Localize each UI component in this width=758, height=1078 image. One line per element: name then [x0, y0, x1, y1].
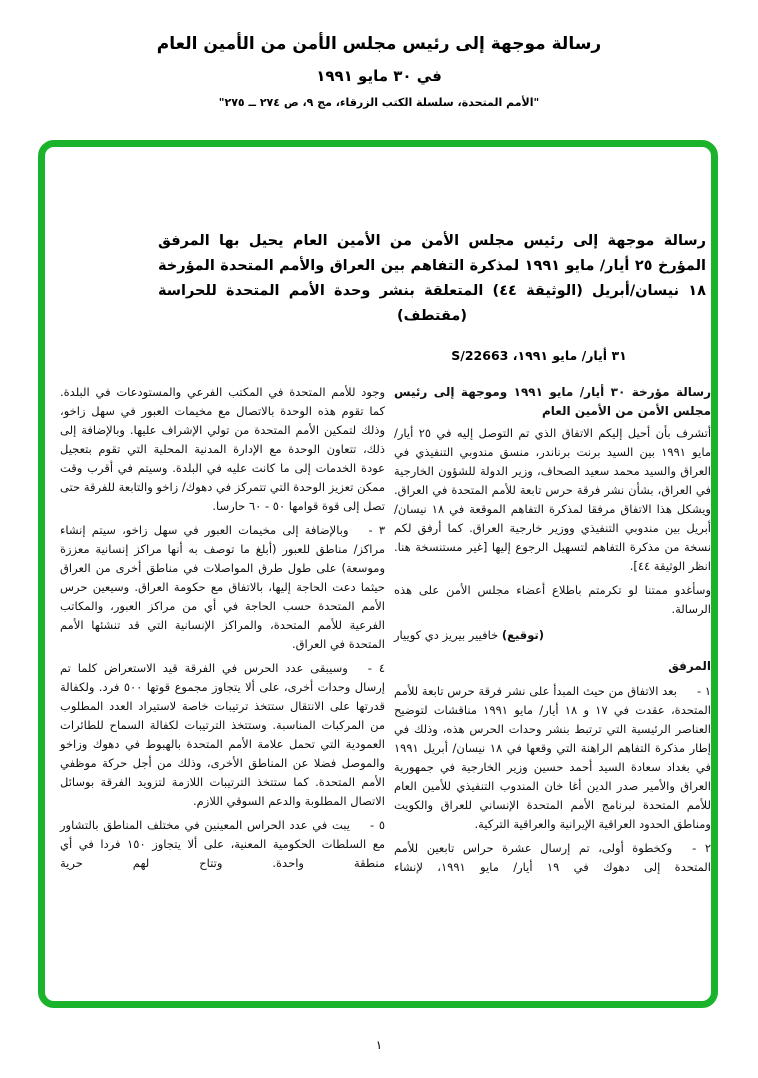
annex-paragraph-2: [394, 839, 711, 877]
annex-paragraph-3-number: ٣ -: [368, 523, 385, 537]
annex-paragraph-3-text: وبالإضافة إلى مخيمات العبور في سهل زاخو، سيتم إنشاء مراكز/ مناطق للعبور (أبلغ ما توصف به أنها مراكز إنسانية معززة وموسعة) على طول طرق المواصلات في مناطق أخرى من العراق حيثما دعت الحاجة إليها، بالاتفاق مع حكومة العراق. وسيعين حرس الأمم المتحدة حسب الحاجة في أي من مراكز العبور، والمكاتب الفرعية للأمم المتحدة، والمراكز الإنسانية التي قد تنشئها الأمم المتحدة في العراق.: [60, 523, 385, 651]
annex-paragraph-4-number: ٤ -: [367, 661, 385, 675]
annex-paragraph-5-text: يبت في عدد الحراس المعينين في مختلف المناطق بالتشاور مع السلطات الحكومية المعنية، على ألا يتجاوز ١٥٠ فردا في أي منطقة واحدة. وتتاح لهم حرية: [60, 818, 385, 870]
annex-paragraph-1-number: ١ -: [696, 684, 711, 698]
column-left: [60, 383, 385, 878]
document-title: رسالة موجهة إلى رئيس مجلس الأمن من الأمين العام يحيل بها المرفق المؤرخ ٢٥ أيار/ مايو ١٩٩١ لمذكرة التفاهم بين العراق والأمم المتحدة المؤرخة ١٨ نيسان/أبريل (الوثيقة ٤٤) المتعلقة بنشر وحدة الأمم المتحدة للحراسة (مقتطف): [158, 233, 706, 324]
signature-name: خافيير بيريز دي كوييار: [394, 628, 499, 642]
annex-paragraph-3: [60, 521, 385, 654]
annex-paragraph-2-continuation: وجود للأمم المتحدة في المكتب الفرعي والمستودعات في البلدة. كما تقوم هذه الوحدة بالاتصال مع مخيمات العبور في سهل زاخو، وذلك لتمكين الأمم المتحدة من تولي الإشراف عليها. وبالإضافة إلى ذلك، تتعاون الوحدة مع الإدارة المدنية المحلية التي تقوم بتعجيل عودة الخدمات إلى ما كانت عليه في البلدة. وسيتم في أقرب وقت ممكن تعزيز الوحدة التي تتمركز في دهوك/ زاخو والتابعة للفرقة حتى تصل إلى قوة قوامها ٥٠ - ٦٠ حارسا.: [60, 385, 385, 513]
signature-label: (توقيع): [501, 628, 544, 642]
annex-paragraph-1: [394, 682, 711, 834]
header-source: "الأمم المتحدة، سلسلة الكتب الزرقاء، مج ٩، ص ٢٧٤ ــ ٢٧٥": [218, 96, 540, 109]
annex-paragraph-4-text: وسيبقى عدد الحرس في الفرقة قيد الاستعراض كلما تم إرسال وحدات أخرى، على ألا يتجاوز مجموع قوتها ٥٠٠ فرد. ولكفالة قدرتها على الانتقال ستتخذ ترتيبات خاصة لاستيراد العدد المطلوب من المركبات المناسبة. وستتخذ الترتيبات لكفالة السماح للطائرات العمودية التي تحمل علامة الأمم المتحدة بالهبوط في دهوك وزاخو والموصل فضلا عن المناطق الأخرى، وذلك من أجل حركة موظفي الأمم المتحدة. كما ستتخذ الترتيبات اللازمة لتزويد الفرقة بوسائل الاتصال المطلوبة والدعم السوقي اللازم.: [60, 661, 385, 808]
annex-paragraph-4: [60, 659, 385, 811]
header-title: رسالة موجهة إلى رئيس مجلس الأمن من الأمين العام: [156, 34, 602, 54]
page-header: [0, 34, 758, 109]
column-right: [394, 383, 711, 882]
annex-heading: المرفق: [668, 659, 711, 673]
annex-paragraph-5-number: ٥ -: [369, 818, 385, 832]
header-date: في ٣٠ مايو ١٩٩١: [316, 67, 442, 85]
page-number: ١: [375, 1038, 383, 1052]
document-reference: ٣١ أيار/ مايو ١٩٩١، S/22663: [451, 348, 627, 363]
annex-paragraph-2-number: ٢ -: [692, 841, 711, 855]
letter-paragraph-1: أتشرف بأن أحيل إليكم الاتفاق الذي تم التوصل إليه في ٢٥ أيار/ مايو ١٩٩١ بين السيد برنت برناندر، منسق مندوبي التنفيذي في العراق والسيد محمد سعيد الصحاف، وزير الدولة للشؤون الخارجية في العراق، بشأن نشر فرقة حرس تابعة للأمم المتحدة في العراق. ويشكل هذا الاتفاق مرفقا لمذكرة التفاهم الموقعة في ١٨ نيسان/ أبريل بين مندوبي التنفيذي ووزير خارجية العراق. كما أرفق لكم نسخة من مذكرة التفاهم لتسهيل الرجوع إليها [غير مستنسخة هنا. انظر الوثيقة ٤٤].: [394, 426, 712, 573]
document-border: [38, 140, 718, 1008]
letter-heading: رسالة مؤرخة ٣٠ أيار/ مايو ١٩٩١ وموجهة إلى رئيس مجلس الأمن من الأمين العام: [394, 385, 712, 418]
annex-paragraph-2-text: وكخطوة أولى، تم إرسال عشرة حراس تابعين للأمم المتحدة إلى دهوك في ١٩ أيار/ مايو ١٩٩١، لإنشاء: [394, 841, 711, 874]
annex-paragraph-1-text: بعد الاتفاق من حيث المبدأ على نشر فرقة حرس تابعة للأمم المتحدة، عقدت في ١٧ و ١٨ أيار/ مايو ١٩٩١ مناقشات لتوضيح العناصر الرئيسية التي ترتبط بنشر وحدات الحرس هذه، وذلك في إطار مذكرة التفاهم الراهنة التي وقعها في ١٨ نيسان/ أبريل ١٩٩١ في بغداد سعادة السيد أحمد حسين وزير الخارجية في جمهورية العراق والأمير صدر الدين أغا خان المندوب التنفيذي للأمين العام للأمم المتحدة لبرنامج الأمم المتحدة الإنساني للعراق والكويت ومناطق الحدود العراقية الإيرانية والعراقية التركية.: [394, 684, 711, 831]
annex-paragraph-5: [60, 816, 385, 873]
signature-line: [394, 626, 711, 645]
letter-paragraph-2: وسأغدو ممتنا لو تكرمتم باطلاع أعضاء مجلس الأمن على هذه الرسالة.: [394, 583, 711, 616]
